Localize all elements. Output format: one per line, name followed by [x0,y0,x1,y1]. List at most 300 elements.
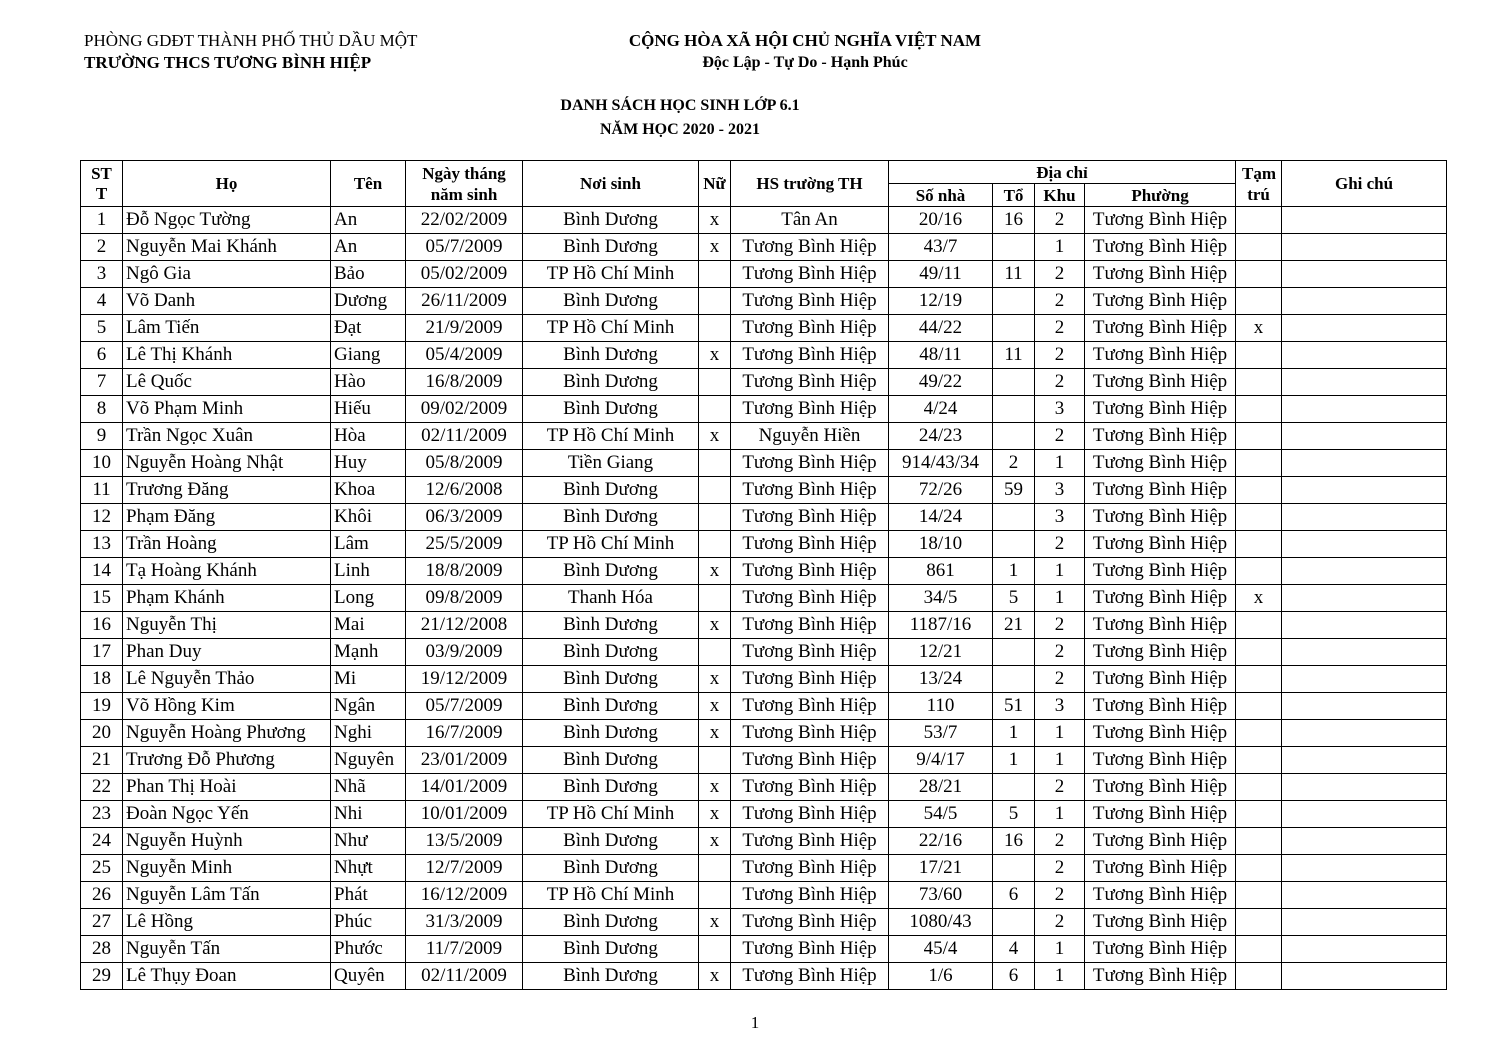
cell-ghi-chu [1282,666,1447,693]
cell-truong-th: Tương Bình Hiệp [731,342,889,369]
cell-stt: 11 [81,477,123,504]
cell-so-nha: 43/7 [889,234,993,261]
cell-ghi-chu [1282,747,1447,774]
cell-stt: 13 [81,531,123,558]
cell-ho: Đoàn Ngọc Yến [123,801,331,828]
table-row [81,234,1447,261]
cell-phuong: Tương Bình Hiệp [1085,909,1236,936]
cell-dob: 12/7/2009 [406,855,523,882]
header-right [560,30,1050,74]
cell-tam-tru [1236,774,1282,801]
cell-ghi-chu [1282,261,1447,288]
cell-phuong: Tương Bình Hiệp [1085,477,1236,504]
header-left [84,30,504,74]
cell-to: 6 [993,963,1035,990]
cell-ghi-chu [1282,531,1447,558]
cell-phuong: Tương Bình Hiệp [1085,234,1236,261]
cell-ghi-chu [1282,639,1447,666]
cell-khu: 3 [1035,693,1085,720]
cell-tam-tru [1236,396,1282,423]
table-row [81,504,1447,531]
cell-nu: x [699,423,731,450]
cell-tam-tru [1236,855,1282,882]
cell-dob: 21/9/2009 [406,315,523,342]
cell-truong-th: Tương Bình Hiệp [731,828,889,855]
cell-phuong: Tương Bình Hiệp [1085,963,1236,990]
cell-so-nha: 20/16 [889,207,993,234]
cell-nu: x [699,612,731,639]
cell-tam-tru [1236,477,1282,504]
cell-phuong: Tương Bình Hiệp [1085,315,1236,342]
cell-stt: 1 [81,207,123,234]
cell-dob: 16/12/2009 [406,882,523,909]
cell-stt: 19 [81,693,123,720]
col-dia-chi: Địa chỉ [889,161,1236,184]
cell-tam-tru [1236,720,1282,747]
cell-khu: 1 [1035,450,1085,477]
title-line-1: DANH SÁCH HỌC SINH LỚP 6.1 [560,97,800,114]
cell-noi-sinh: Bình Dương [523,207,699,234]
cell-phuong: Tương Bình Hiệp [1085,396,1236,423]
cell-ho: Trương Đăng [123,477,331,504]
cell-noi-sinh: Bình Dương [523,693,699,720]
cell-ten: Như [331,828,406,855]
cell-nu: x [699,666,731,693]
col-tam-tru: Tạm trú [1236,161,1282,207]
table-row [81,558,1447,585]
cell-ten: Hòa [331,423,406,450]
cell-so-nha: 28/21 [889,774,993,801]
cell-so-nha: 45/4 [889,936,993,963]
cell-noi-sinh: Tiền Giang [523,450,699,477]
cell-ho: Nguyễn Hoàng Nhật [123,450,331,477]
table-row [81,369,1447,396]
cell-ho: Lâm Tiến [123,315,331,342]
cell-so-nha: 22/16 [889,828,993,855]
cell-so-nha: 4/24 [889,396,993,423]
cell-khu: 2 [1035,828,1085,855]
cell-truong-th: Tương Bình Hiệp [731,396,889,423]
cell-ho: Phan Thị Hoài [123,774,331,801]
cell-so-nha: 24/23 [889,423,993,450]
cell-ten: Hiếu [331,396,406,423]
cell-stt: 5 [81,315,123,342]
cell-so-nha: 14/24 [889,504,993,531]
cell-truong-th: Tương Bình Hiệp [731,612,889,639]
cell-phuong: Tương Bình Hiệp [1085,936,1236,963]
cell-khu: 3 [1035,504,1085,531]
cell-ten: Hào [331,369,406,396]
cell-truong-th: Tương Bình Hiệp [731,504,889,531]
cell-so-nha: 34/5 [889,585,993,612]
cell-ghi-chu [1282,774,1447,801]
cell-phuong: Tương Bình Hiệp [1085,801,1236,828]
cell-phuong: Tương Bình Hiệp [1085,288,1236,315]
cell-ho: Võ Hồng Kim [123,693,331,720]
cell-truong-th: Tương Bình Hiệp [731,693,889,720]
national-motto: Độc Lập - Tự Do - Hạnh Phúc [702,54,908,71]
cell-so-nha: 13/24 [889,666,993,693]
cell-dob: 03/9/2009 [406,639,523,666]
cell-stt: 27 [81,909,123,936]
table-row [81,774,1447,801]
cell-nu [699,369,731,396]
cell-khu: 1 [1035,720,1085,747]
cell-ghi-chu [1282,558,1447,585]
cell-noi-sinh: Bình Dương [523,612,699,639]
cell-phuong: Tương Bình Hiệp [1085,207,1236,234]
cell-truong-th: Tương Bình Hiệp [731,747,889,774]
cell-to [993,234,1035,261]
cell-stt: 8 [81,396,123,423]
cell-nu [699,315,731,342]
col-phuong: Phường [1085,184,1236,207]
col-noi-sinh: Nơi sinh [523,161,699,207]
cell-dob: 18/8/2009 [406,558,523,585]
cell-stt: 17 [81,639,123,666]
cell-ho: Nguyễn Mai Khánh [123,234,331,261]
cell-stt: 21 [81,747,123,774]
cell-ten: Nhi [331,801,406,828]
cell-khu: 2 [1035,612,1085,639]
cell-to [993,531,1035,558]
cell-dob: 23/01/2009 [406,747,523,774]
cell-khu: 2 [1035,288,1085,315]
cell-truong-th: Tương Bình Hiệp [731,639,889,666]
cell-noi-sinh: Bình Dương [523,855,699,882]
cell-ghi-chu [1282,369,1447,396]
cell-noi-sinh: Bình Dương [523,774,699,801]
cell-truong-th: Nguyễn Hiền [731,423,889,450]
cell-ten: Nhã [331,774,406,801]
col-ho: Họ [123,161,331,207]
cell-noi-sinh: TP Hồ Chí Minh [523,315,699,342]
cell-phuong: Tương Bình Hiệp [1085,261,1236,288]
cell-ten: Bảo [331,261,406,288]
cell-noi-sinh: Bình Dương [523,720,699,747]
cell-dob: 09/02/2009 [406,396,523,423]
cell-truong-th: Tân An [731,207,889,234]
cell-tam-tru [1236,369,1282,396]
cell-ho: Trần Ngọc Xuân [123,423,331,450]
cell-ho: Nguyễn Minh [123,855,331,882]
cell-ten: Quyên [331,963,406,990]
cell-tam-tru [1236,612,1282,639]
cell-ten: Phước [331,936,406,963]
cell-tam-tru [1236,828,1282,855]
table-row [81,288,1447,315]
cell-stt: 2 [81,234,123,261]
table-row [81,828,1447,855]
cell-dob: 22/02/2009 [406,207,523,234]
cell-to: 11 [993,261,1035,288]
cell-khu: 2 [1035,855,1085,882]
cell-to: 4 [993,936,1035,963]
cell-phuong: Tương Bình Hiệp [1085,855,1236,882]
table-row [81,882,1447,909]
cell-ghi-chu [1282,450,1447,477]
cell-truong-th: Tương Bình Hiệp [731,450,889,477]
cell-ghi-chu [1282,477,1447,504]
cell-noi-sinh: Bình Dương [523,342,699,369]
cell-ten: Mạnh [331,639,406,666]
cell-truong-th: Tương Bình Hiệp [731,369,889,396]
cell-khu: 1 [1035,801,1085,828]
cell-truong-th: Tương Bình Hiệp [731,234,889,261]
cell-ghi-chu [1282,234,1447,261]
cell-ten: Linh [331,558,406,585]
cell-to: 1 [993,720,1035,747]
cell-ho: Lê Quốc [123,369,331,396]
cell-nu [699,747,731,774]
cell-noi-sinh: Bình Dương [523,369,699,396]
cell-to [993,423,1035,450]
cell-noi-sinh: Bình Dương [523,504,699,531]
cell-nu [699,855,731,882]
cell-ten: Khôi [331,504,406,531]
cell-so-nha: 18/10 [889,531,993,558]
cell-noi-sinh: TP Hồ Chí Minh [523,261,699,288]
cell-khu: 2 [1035,774,1085,801]
cell-to: 6 [993,882,1035,909]
cell-stt: 14 [81,558,123,585]
col-so-nha: Số nhà [889,184,993,207]
cell-stt: 9 [81,423,123,450]
cell-noi-sinh: Bình Dương [523,936,699,963]
table-row [81,639,1447,666]
cell-stt: 29 [81,963,123,990]
cell-to: 11 [993,342,1035,369]
cell-phuong: Tương Bình Hiệp [1085,828,1236,855]
cell-ghi-chu [1282,855,1447,882]
cell-nu: x [699,342,731,369]
cell-ghi-chu [1282,207,1447,234]
cell-stt: 7 [81,369,123,396]
table-row [81,396,1447,423]
cell-tam-tru [1236,747,1282,774]
cell-to: 16 [993,828,1035,855]
cell-dob: 05/7/2009 [406,693,523,720]
cell-phuong: Tương Bình Hiệp [1085,666,1236,693]
cell-nu: x [699,963,731,990]
cell-tam-tru [1236,882,1282,909]
cell-khu: 3 [1035,396,1085,423]
cell-nu [699,504,731,531]
cell-so-nha: 17/21 [889,855,993,882]
cell-khu: 2 [1035,882,1085,909]
cell-ho: Nguyễn Hoàng Phương [123,720,331,747]
cell-to: 2 [993,450,1035,477]
cell-so-nha: 54/5 [889,801,993,828]
cell-khu: 2 [1035,342,1085,369]
cell-so-nha: 48/11 [889,342,993,369]
col-ngay-sinh: Ngày tháng năm sinh [406,161,523,207]
cell-noi-sinh: Thanh Hóa [523,585,699,612]
table-row [81,207,1447,234]
cell-khu: 1 [1035,558,1085,585]
col-ten: Tên [331,161,406,207]
cell-noi-sinh: TP Hồ Chí Minh [523,801,699,828]
cell-tam-tru [1236,909,1282,936]
col-hs-truong-th: HS trường TH [731,161,889,207]
cell-ghi-chu [1282,315,1447,342]
cell-nu: x [699,774,731,801]
cell-to [993,369,1035,396]
cell-stt: 23 [81,801,123,828]
cell-ghi-chu [1282,342,1447,369]
cell-so-nha: 44/22 [889,315,993,342]
cell-stt: 16 [81,612,123,639]
table-row [81,450,1447,477]
cell-ten: Nguyên [331,747,406,774]
cell-ho: Đỗ Ngọc Tường [123,207,331,234]
table-row [81,747,1447,774]
cell-noi-sinh: Bình Dương [523,963,699,990]
cell-to: 51 [993,693,1035,720]
cell-phuong: Tương Bình Hiệp [1085,558,1236,585]
cell-truong-th: Tương Bình Hiệp [731,909,889,936]
cell-so-nha: 12/21 [889,639,993,666]
cell-truong-th: Tương Bình Hiệp [731,963,889,990]
table-row [81,909,1447,936]
cell-dob: 05/7/2009 [406,234,523,261]
cell-phuong: Tương Bình Hiệp [1085,342,1236,369]
cell-truong-th: Tương Bình Hiệp [731,261,889,288]
cell-tam-tru: x [1236,315,1282,342]
cell-ho: Trần Hoàng [123,531,331,558]
cell-so-nha: 110 [889,693,993,720]
cell-stt: 25 [81,855,123,882]
cell-khu: 2 [1035,666,1085,693]
cell-phuong: Tương Bình Hiệp [1085,720,1236,747]
cell-to [993,396,1035,423]
table-row [81,801,1447,828]
cell-ho: Tạ Hoàng Khánh [123,558,331,585]
table-row [81,693,1447,720]
cell-stt: 15 [81,585,123,612]
table-row [81,666,1447,693]
cell-dob: 02/11/2009 [406,963,523,990]
cell-to [993,504,1035,531]
cell-truong-th: Tương Bình Hiệp [731,720,889,747]
cell-phuong: Tương Bình Hiệp [1085,423,1236,450]
cell-ho: Phạm Đăng [123,504,331,531]
cell-so-nha: 53/7 [889,720,993,747]
cell-ten: Khoa [331,477,406,504]
cell-stt: 26 [81,882,123,909]
cell-so-nha: 72/26 [889,477,993,504]
cell-tam-tru [1236,504,1282,531]
cell-stt: 10 [81,450,123,477]
title-line-2: NĂM HỌC 2020 - 2021 [600,121,760,138]
table-row [81,477,1447,504]
cell-dob: 12/6/2008 [406,477,523,504]
cell-nu: x [699,558,731,585]
cell-truong-th: Tương Bình Hiệp [731,477,889,504]
cell-ho: Võ Danh [123,288,331,315]
cell-tam-tru [1236,288,1282,315]
cell-noi-sinh: Bình Dương [523,666,699,693]
cell-so-nha: 12/19 [889,288,993,315]
cell-to [993,315,1035,342]
cell-ten: Ngân [331,693,406,720]
cell-so-nha: 1187/16 [889,612,993,639]
cell-khu: 2 [1035,423,1085,450]
cell-dob: 25/5/2009 [406,531,523,558]
cell-stt: 12 [81,504,123,531]
cell-noi-sinh: Bình Dương [523,396,699,423]
cell-khu: 1 [1035,963,1085,990]
cell-phuong: Tương Bình Hiệp [1085,774,1236,801]
cell-khu: 2 [1035,207,1085,234]
cell-phuong: Tương Bình Hiệp [1085,450,1236,477]
cell-so-nha: 914/43/34 [889,450,993,477]
cell-ho: Lê Nguyễn Thảo [123,666,331,693]
table-row [81,531,1447,558]
cell-stt: 6 [81,342,123,369]
cell-truong-th: Tương Bình Hiệp [731,882,889,909]
cell-nu [699,396,731,423]
cell-so-nha: 1/6 [889,963,993,990]
cell-to: 21 [993,612,1035,639]
cell-dob: 06/3/2009 [406,504,523,531]
cell-stt: 24 [81,828,123,855]
cell-ho: Ngô Gia [123,261,331,288]
student-table-body [81,207,1447,990]
cell-ten: Mi [331,666,406,693]
cell-ghi-chu [1282,909,1447,936]
cell-nu [699,261,731,288]
cell-khu: 2 [1035,369,1085,396]
cell-nu: x [699,909,731,936]
cell-to: 16 [993,207,1035,234]
cell-nu: x [699,693,731,720]
cell-noi-sinh: Bình Dương [523,639,699,666]
cell-ten: Lâm [331,531,406,558]
cell-to: 1 [993,747,1035,774]
table-row [81,585,1447,612]
cell-tam-tru [1236,207,1282,234]
cell-phuong: Tương Bình Hiệp [1085,369,1236,396]
cell-khu: 1 [1035,936,1085,963]
cell-dob: 26/11/2009 [406,288,523,315]
cell-ten: Phát [331,882,406,909]
cell-ho: Nguyễn Lâm Tấn [123,882,331,909]
cell-to: 59 [993,477,1035,504]
cell-noi-sinh: Bình Dương [523,747,699,774]
col-stt: ST T [81,161,123,207]
cell-noi-sinh: TP Hồ Chí Minh [523,423,699,450]
cell-ho: Nguyễn Tấn [123,936,331,963]
cell-so-nha: 861 [889,558,993,585]
cell-phuong: Tương Bình Hiệp [1085,504,1236,531]
cell-tam-tru [1236,936,1282,963]
cell-nu [699,450,731,477]
table-row [81,261,1447,288]
cell-to: 1 [993,558,1035,585]
cell-noi-sinh: TP Hồ Chí Minh [523,882,699,909]
cell-dob: 13/5/2009 [406,828,523,855]
col-nu: Nữ [699,161,731,207]
col-khu: Khu [1035,184,1085,207]
cell-to [993,909,1035,936]
cell-khu: 3 [1035,477,1085,504]
cell-to [993,855,1035,882]
student-table [80,160,1447,990]
cell-dob: 10/01/2009 [406,801,523,828]
cell-so-nha: 49/22 [889,369,993,396]
cell-truong-th: Tương Bình Hiệp [731,666,889,693]
